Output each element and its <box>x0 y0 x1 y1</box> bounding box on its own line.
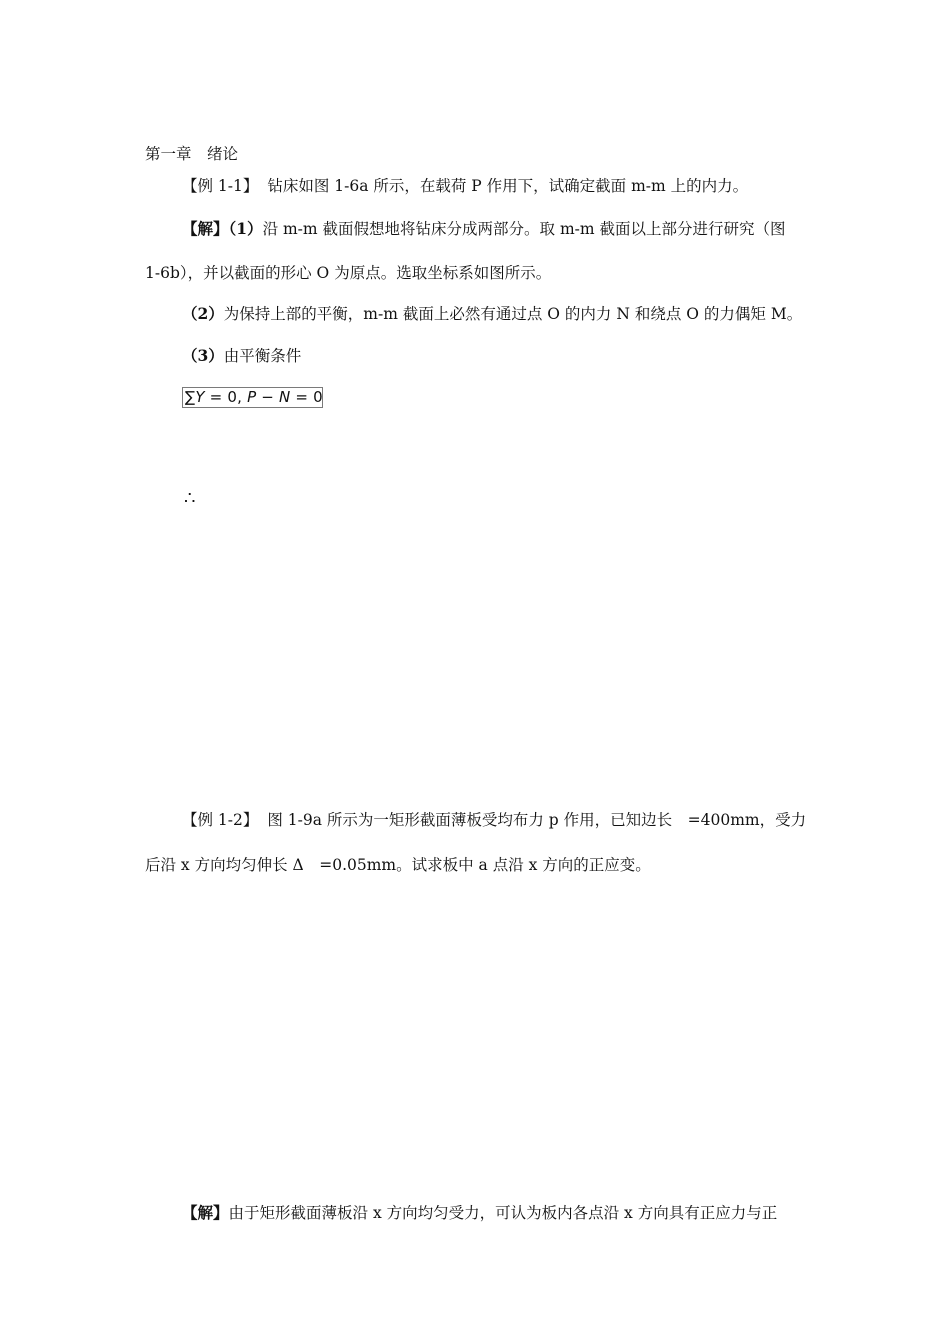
step-2-line <box>182 304 802 324</box>
solution-2-label: 【解】 <box>182 1203 229 1222</box>
solution-1-line-1 <box>182 219 786 239</box>
example-2-label: 【例 1-2】 <box>182 811 259 829</box>
formula-sum-symbol: ∑ <box>185 388 196 406</box>
chapter-heading: 第一章 绪论 <box>145 145 239 163</box>
formula-equals-zero-2: = 0 <box>290 388 323 406</box>
step-1-text-line-1: 沿 m-m 截面假想地将钻床分成两部分。取 m-m 截面以上部分进行研究（图 <box>262 220 786 238</box>
solution-2-line <box>182 1203 777 1223</box>
example-2-line-2: 后沿 x 方向均匀伸长 Δ =0.05mm。试求板中 a 点沿 x 方向的正应变。 <box>145 856 651 874</box>
formula-equals-zero-1: = 0, <box>204 388 248 406</box>
example-2-text-line-1: 图 1-9a 所示为一矩形截面薄板受均布力 p 作用，已知边长 =400mm，受力 <box>267 811 807 829</box>
step-3-line <box>182 346 301 366</box>
solution-1-line-2: 1-6b），并以截面的形心 O 为原点。选取坐标系如图所示。 <box>145 264 552 282</box>
example-1-text: 钻床如图 1-6a 所示，在载荷 P 作用下，试确定截面 m-m 上的内力。 <box>267 177 749 195</box>
example-1-line <box>182 176 748 196</box>
solution-1-label: 【解】 <box>182 219 229 238</box>
formula-y: Y <box>195 388 205 406</box>
step-2-number: （2） <box>182 304 224 323</box>
therefore-symbol: ∴ <box>184 488 196 509</box>
step-3-text: 由平衡条件 <box>223 347 302 365</box>
formula-p: P <box>247 388 257 406</box>
equilibrium-formula <box>182 387 323 408</box>
solution-2-text: 由于矩形截面薄板沿 x 方向均匀受力，可认为板内各点沿 x 方向具有正应力与正 <box>228 1204 778 1222</box>
step-1-number: （1） <box>228 219 263 238</box>
step-3-number: （3） <box>182 346 224 365</box>
example-2-line-1 <box>182 810 806 830</box>
example-1-label: 【例 1-1】 <box>182 177 259 195</box>
formula-n: N <box>279 388 291 406</box>
formula-minus: − <box>256 388 280 406</box>
step-2-text: 为保持上部的平衡，m-m 截面上必然有通过点 O 的内力 N 和绕点 O 的力偶矩 M。 <box>223 305 803 323</box>
